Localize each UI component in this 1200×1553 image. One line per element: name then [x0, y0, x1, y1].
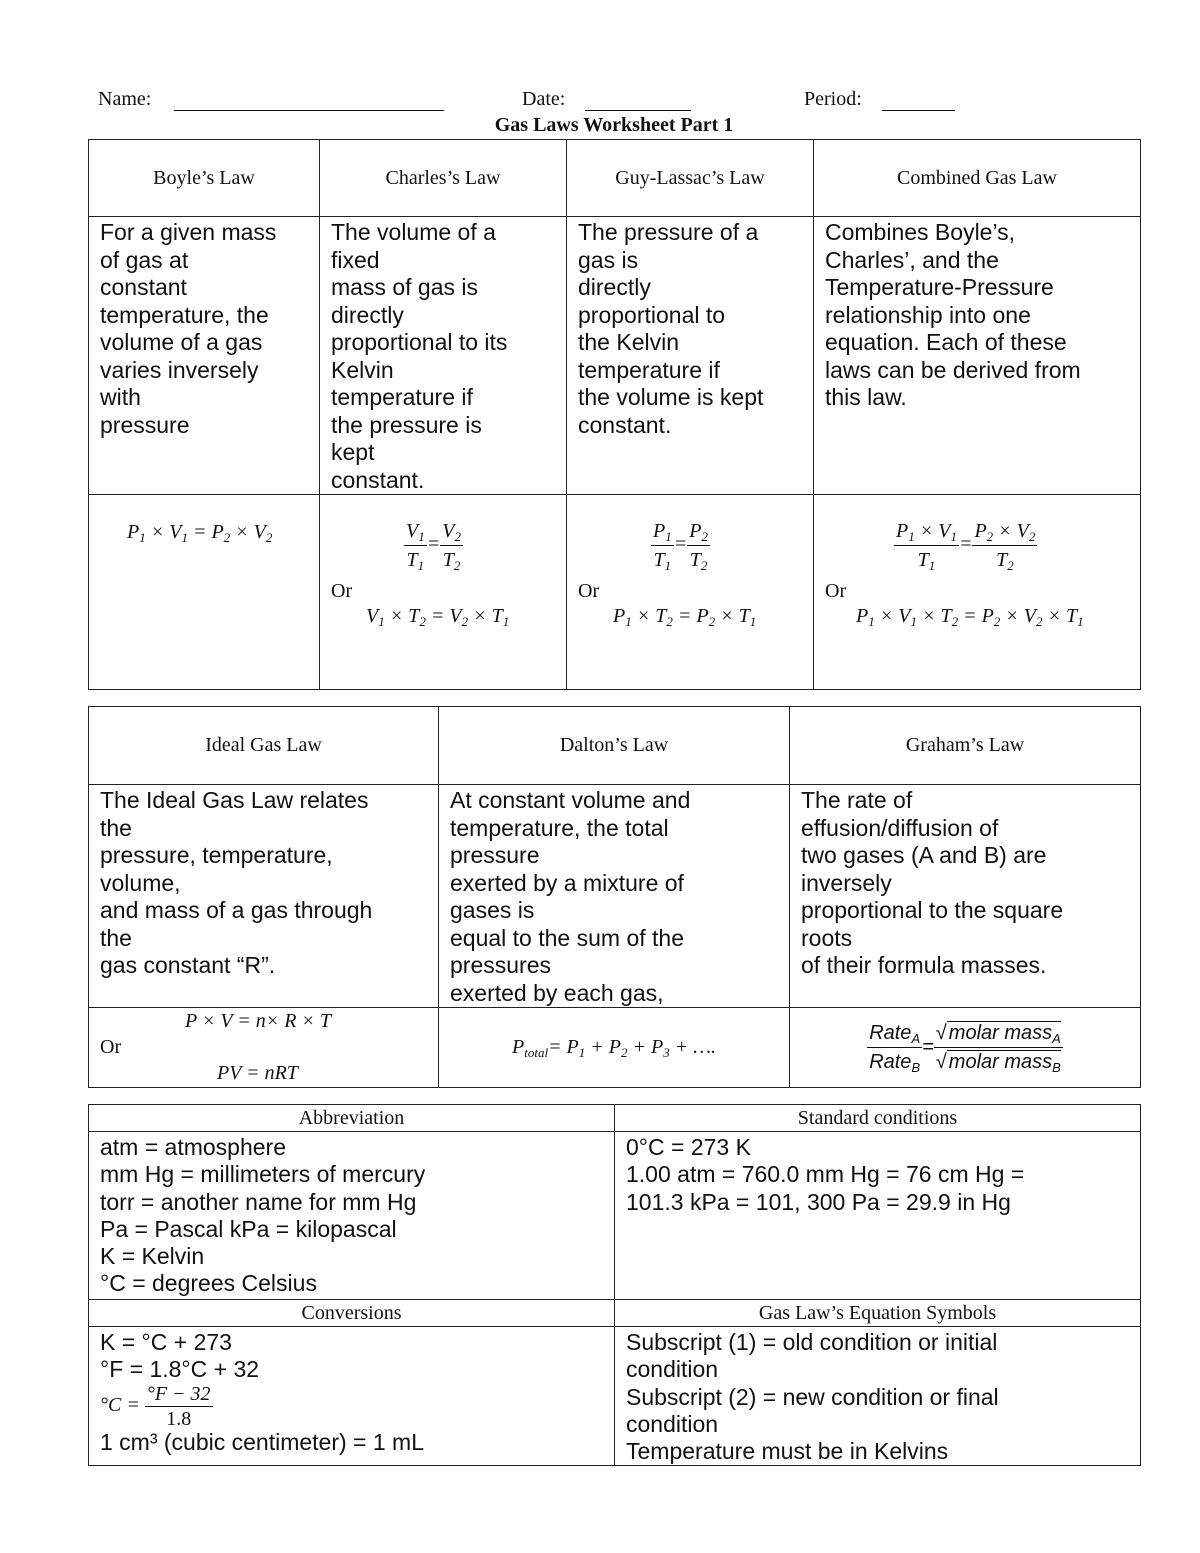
- combined-gas-law-header: Combined Gas Law: [814, 140, 1141, 217]
- equation-symbols-header: Gas Law’s Equation Symbols: [615, 1300, 1141, 1327]
- conversions-list: K = °C + 273 °F = 1.8°C + 32 °C = $\frac{^\circ F - 32}{1.8}$ 1 cm³ (cubic centimeter) = 1 mL: [89, 1327, 615, 1466]
- standard-conditions-list: 0°C = 273 K 1.00 atm = 760.0 mm Hg = 76 cm Hg = 101.3 kPa = 101, 300 Pa = 29.9 in Hg: [615, 1132, 1141, 1300]
- daltons-law-header: Dalton’s Law: [439, 707, 790, 785]
- ideal-gas-law-description: The Ideal Gas Law relates the pressure, temperature, volume, and mass of a gas through the gas constant “R”.: [89, 785, 439, 1008]
- daltons-law-equation: $P_{total}= P_1 + P_2 + P_3$ + ….: [439, 1008, 790, 1088]
- date-label: Date:: [522, 88, 566, 110]
- boyles-law-equation: $P_1 \times V_1 = P_2 \times V_2$: [89, 495, 320, 690]
- name-field[interactable]: [174, 110, 444, 111]
- gas-laws-table-2: [88, 706, 1141, 1088]
- period-field[interactable]: [882, 110, 955, 111]
- equation-symbols-list: Subscript (1) = old condition or initial condition Subscript (2) = new condition or final condition Temperature must be in Kelvins: [615, 1327, 1141, 1466]
- or-label: Or: [100, 1036, 122, 1058]
- ideal-gas-law-header: Ideal Gas Law: [89, 707, 439, 785]
- charles-law-header: Charles’s Law: [320, 140, 567, 217]
- guy-lussac-law-header: Guy-Lassac’s Law: [567, 140, 814, 217]
- gas-laws-table-1: [88, 139, 1141, 690]
- grahams-law-description: The rate of effusion/diffusion of two gases (A and B) are inversely proportional to the square roots of their formula masses.: [790, 785, 1141, 1008]
- abbreviations-list: atm = atmosphere mm Hg = millimeters of mercury torr = another name for mm Hg Pa = Pascal kPa = kilopascal K = Kelvin °C = degrees Celsius: [89, 1132, 615, 1300]
- grahams-law-equation: $\frac{Rate_A}{Rate_B}$ = $\frac{√ molar mass_A}{√ molar mass_B}$: [790, 1008, 1141, 1088]
- conversions-header: Conversions: [89, 1300, 615, 1327]
- name-label: Name:: [98, 88, 152, 110]
- reference-table: [88, 1104, 1141, 1466]
- abbreviation-header: Abbreviation: [89, 1105, 615, 1132]
- standard-conditions-header: Standard conditions: [615, 1105, 1141, 1132]
- combined-gas-law-description: Combines Boyle’s, Charles’, and the Temperature-Pressure relationship into one equation. Each of these laws can be derived from this law.: [814, 217, 1141, 495]
- date-field[interactable]: [585, 110, 691, 111]
- guy-lussac-law-description: The pressure of a gas is directly proportional to the Kelvin temperature if the volume is kept constant.: [567, 217, 814, 495]
- worksheet-header: [98, 88, 1140, 116]
- boyles-law-header: Boyle’s Law: [89, 140, 320, 217]
- or-label: Or: [578, 580, 600, 602]
- page-title: Gas Laws Worksheet Part 1: [494, 114, 734, 136]
- charles-law-description: The volume of a fixed mass of gas is directly proportional to its Kelvin temperature if the pressure is kept constant.: [320, 217, 567, 495]
- or-label: Or: [331, 580, 353, 602]
- or-label: Or: [825, 580, 847, 602]
- grahams-law-header: Graham’s Law: [790, 707, 1141, 785]
- boyles-law-description: For a given mass of gas at constant temperature, the volume of a gas varies inversely with pressure: [89, 217, 320, 495]
- ideal-gas-law-equation: P × V = n× R × T Or PV = nRT: [89, 1008, 439, 1088]
- charles-law-equation: $\frac{V_1}{T_1}$ = $\frac{V_2}{T_2}$ Or $V_1 \times T_2 = V_2 \times T_1$: [320, 495, 567, 690]
- period-label: Period:: [804, 88, 862, 110]
- combined-gas-law-equation: $\frac{P_1 \times V_1}{T_1}$ = $\frac{P_2 \times V_2}{T_2}$ Or $P_1 \times V_1 \times T_2 = P_2 \times V_2 \times T_1$: [814, 495, 1141, 690]
- guy-lussac-law-equation: $\frac{P_1}{T_1}$ = $\frac{P_2}{T_2}$ Or $P_1 \times T_2 = P_2 \times T_1$: [567, 495, 814, 690]
- daltons-law-description: At constant volume and temperature, the total pressure exerted by a mixture of gases is equal to the sum of the pressures exerted by each gas,: [439, 785, 790, 1008]
